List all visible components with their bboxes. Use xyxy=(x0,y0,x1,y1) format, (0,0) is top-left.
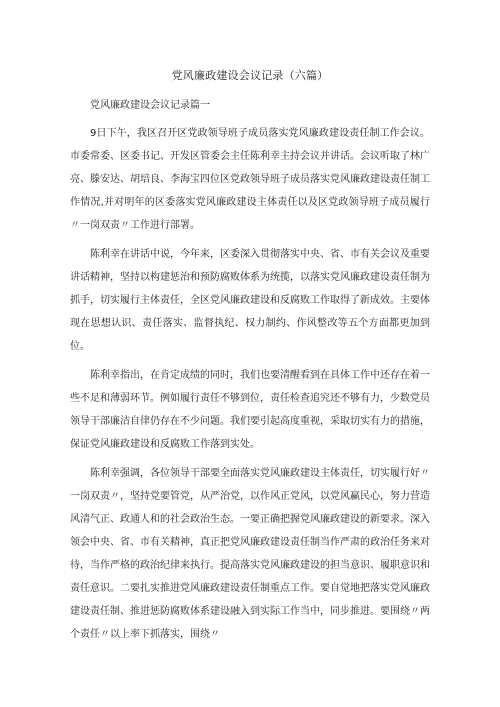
paragraph-2: 陈利幸在讲话中说，今年来，区委深入贯彻落实中央、省、市有关会议及重要讲话精神，坚持以构建惩治和预防腐败体系为统揽，以落实党风廉政建设责任制为抓手，切实履行主体责任，全区党风廉政建设和反腐败工作取得了新成效。主要体现在思想认识、责任落实、监督执纪、权力制约、作风整改等五个方面都更加到位。 xyxy=(70,249,430,352)
paragraph-1: 9日下午，我区召开区党政领导班子成员落实党风廉政建设责任制工作会议。市委常委、区委书记、开发区管委会主任陈利幸主持会议并讲话。会议听取了林广亮、滕安达、胡培良、李海宝四位区党政领导班子成员落实党风廉政建设责任制工作情况,并对明年的区委落实党风廉政建设主体责任以及区党政领导班子成员履行〃一岗双责〃工作进行部署。 xyxy=(70,128,430,231)
paragraph-4: 陈利幸强调，各位领导干部要全面落实党风廉政建设主体责任，切实履行好〃一岗双责〃，坚持党要管党，从严治党，以作风正党风，以党风赢民心，努力营造风清气正、政通人和的社会政治生态。一要正确把握党风廉政建设的新要求。深入领会中央、省、市有关精神，真正把党风廉政建设责任制当作严肃的政治任务来对待，当作严格的政治纪律来执行。提高落实党风廉政建设的担当意识、履职意识和责任意识。二要扎实推进党风廉政建设责任制重点工作。要自觉地把落实党风廉政建设责任制、推进惩防腐败体系建设融入到实际工作当中，同步推进。要围绕〃两个责任〃以上率下抓落实，围绕〃 xyxy=(70,468,430,640)
document-title: 党风廉政建设会议记录（六篇） xyxy=(171,69,329,82)
section-title: 党风廉政建设会议记录篇一 xyxy=(90,100,210,111)
paragraph-3: 陈利幸指出，在肯定成绩的同时，我们也要清醒看到在具体工作中还存在着一些不足和薄弱环节。例如履行责任不够到位，责任检查追究还不够有力，少数党员领导干部廉洁自律仍存在不少问题。我们要引起高度重视，采取切实有力的措施，保证党风廉政建设和反腐败工作落到实处。 xyxy=(70,370,430,450)
